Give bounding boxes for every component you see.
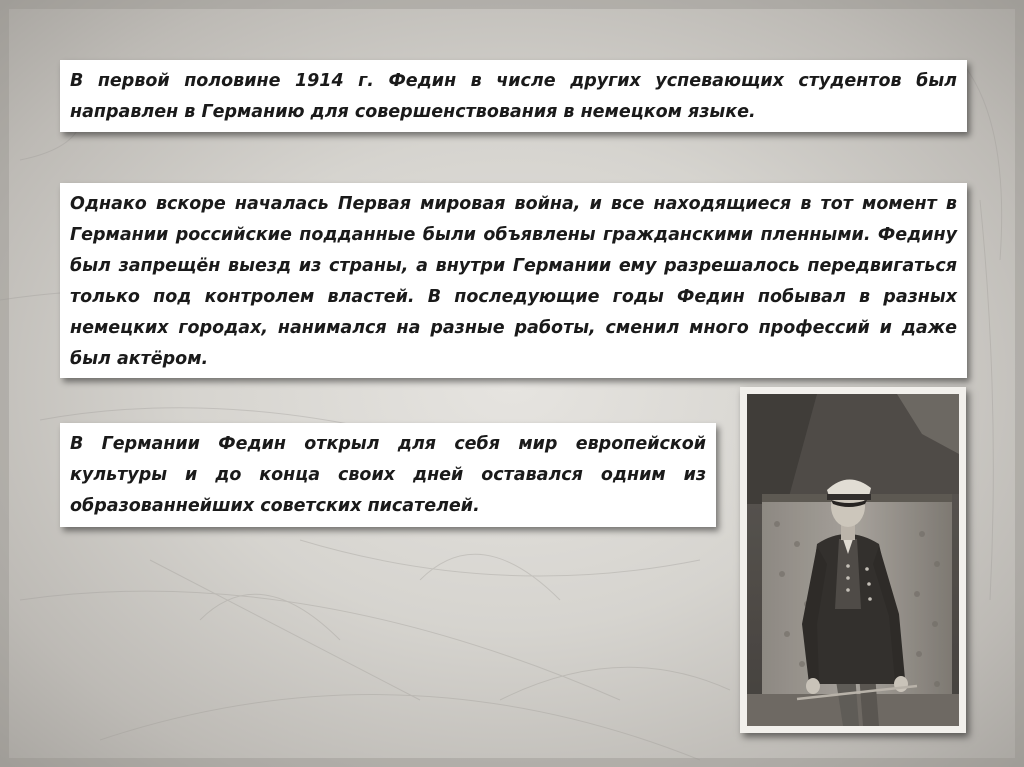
portrait-photo <box>747 394 959 726</box>
paragraph-1-text: В первой половине 1914 г. Федин в числе других успевающих студентов был направлен в Германию для совершенствования в немецком языке. <box>70 71 957 122</box>
paragraph-box-1 <box>60 60 967 132</box>
paragraph-2-text: Однако вскоре началась Первая мировая война, и все находящиеся в тот момент в Германии российские подданные были объявлены гражданскими пленными. Федину был запрещён выезд из страны, а внутри Германии ему разрешалось передвигаться только под контролем властей. В последующие годы Федин побывал в разных немецких городах, нанимался на разные работы, сменил много профессий и даже был актёром. <box>70 194 957 369</box>
paragraph-3-text: В Германии Федин открыл для себя мир европейской культуры и до конца своих дней оставался одним из образованнейших советских писателей. <box>70 434 706 516</box>
paragraph-box-3 <box>60 423 716 527</box>
paragraph-box-2 <box>60 183 967 378</box>
portrait-photo-frame <box>740 387 966 733</box>
